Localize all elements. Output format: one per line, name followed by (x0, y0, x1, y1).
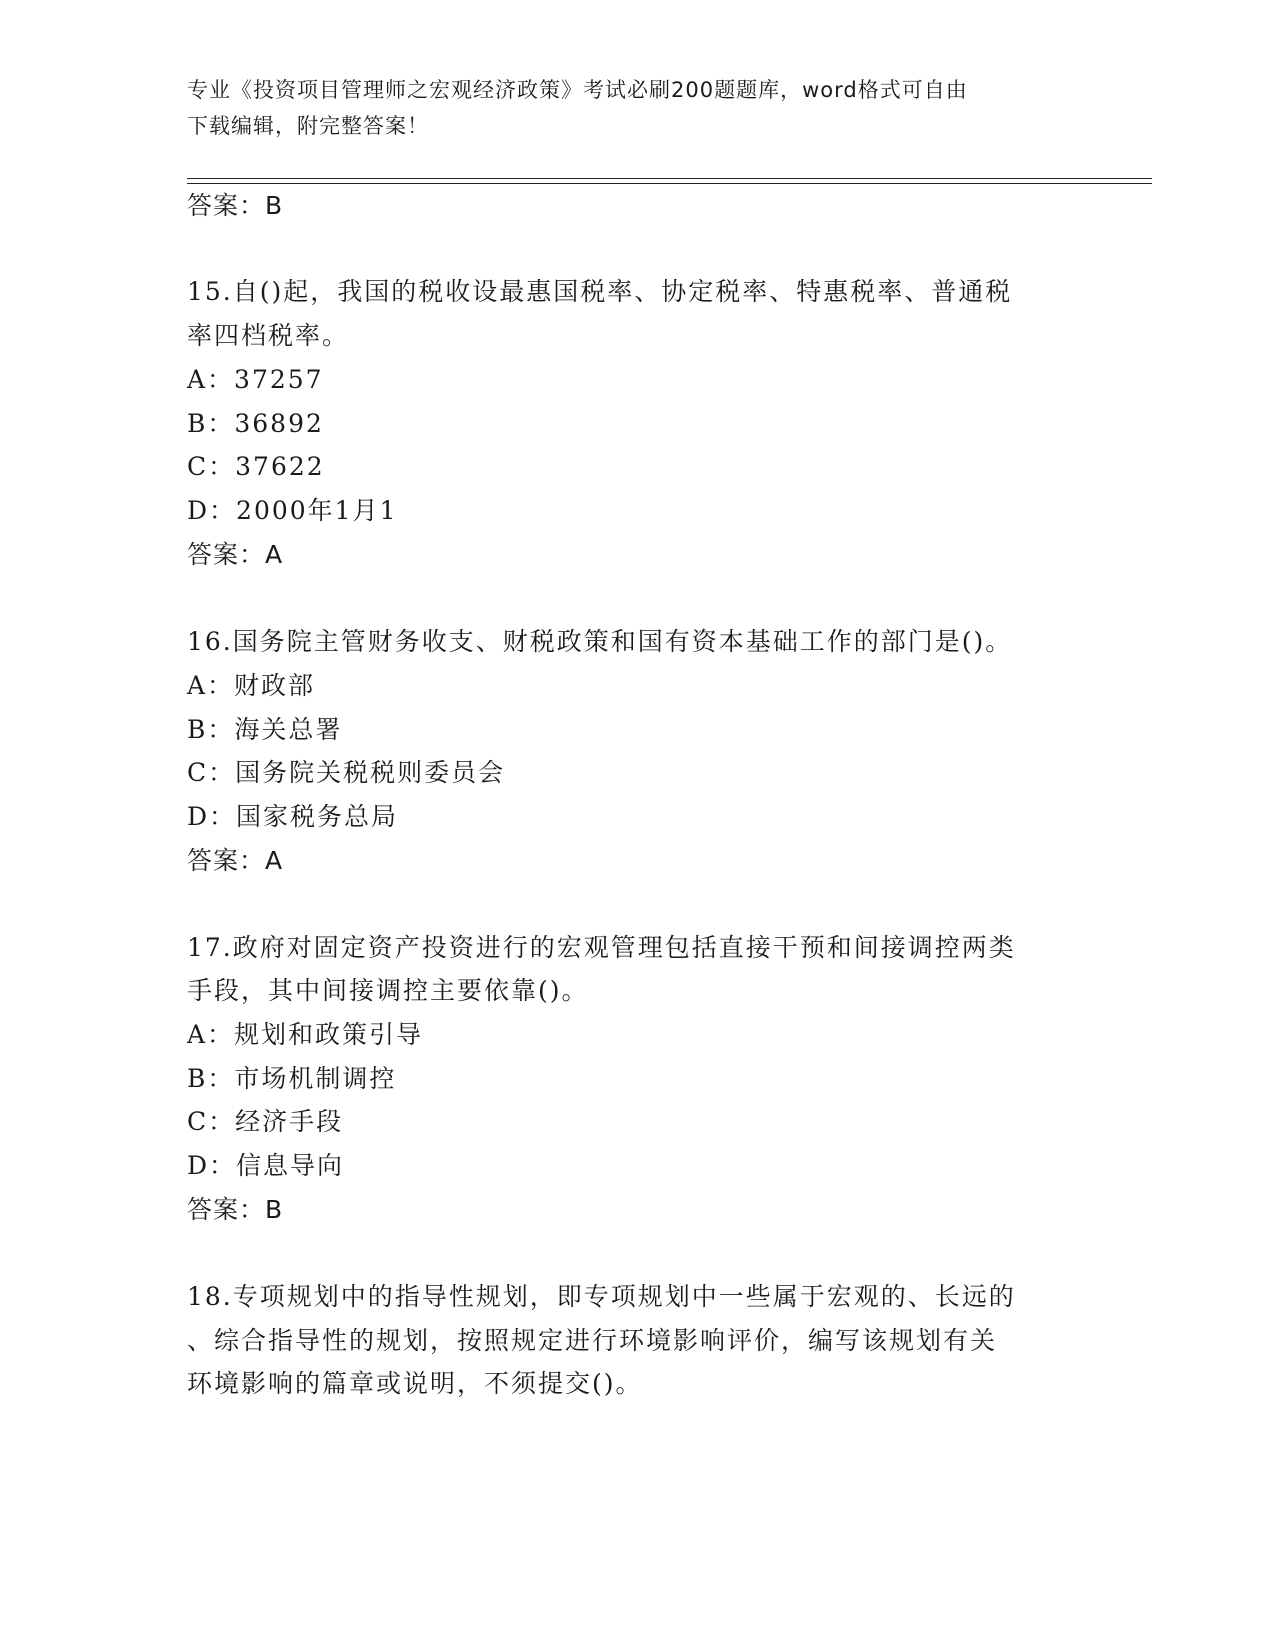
header-line-1: 专业《投资项目管理师之宏观经济政策》考试必刷200题题库，word格式可自由 (187, 78, 968, 102)
question-17-option-d: D：信息导向 (187, 1151, 345, 1180)
question-15-option-a: A：37257 (187, 365, 324, 394)
question-15-answer: 答案：A (187, 540, 284, 569)
question-18-stem-line-2: 、综合指导性的规划，按照规定进行环境影响评价，编写该规划有关 (187, 1326, 998, 1355)
question-17-stem-line-1: 17.政府对固定资产投资进行的宏观管理包括直接干预和间接调控两类 (187, 933, 1016, 962)
question-15-stem-line-1: 15.自()起，我国的税收设最惠国税率、协定税率、特惠税率、普通税 (187, 277, 1013, 306)
question-15-option-b: B：36892 (187, 409, 324, 438)
header-line-2: 下载编辑，附完整答案！ (187, 114, 429, 138)
question-16-option-a: A：财政部 (187, 671, 316, 700)
question-17-answer: 答案：B (187, 1195, 284, 1224)
question-15-option-d: D：2000年1月1 (187, 496, 398, 525)
question-17-option-c: C：经济手段 (187, 1107, 344, 1136)
document-header (187, 72, 1087, 144)
question-17-stem-line-2: 手段，其中间接调控主要依靠()。 (187, 976, 589, 1005)
question-15-stem-line-2: 率四档税率。 (187, 321, 350, 350)
question-16-option-c: C：国务院关税税则委员会 (187, 758, 506, 787)
question-18-stem-line-3: 环境影响的篇章或说明，不须提交()。 (187, 1369, 643, 1398)
question-17-option-b: B：市场机制调控 (187, 1064, 397, 1093)
question-16-answer: 答案：A (187, 846, 284, 875)
question-15-option-c: C：37622 (187, 452, 325, 481)
question-16-option-d: D：国家税务总局 (187, 802, 399, 831)
header-divider (187, 178, 1152, 179)
previous-answer: 答案：B (187, 191, 284, 220)
question-16-stem-line-1: 16.国务院主管财务收支、财税政策和国有资本基础工作的部门是()。 (187, 627, 1013, 656)
question-18-stem-line-1: 18.专项规划中的指导性规划，即专项规划中一些属于宏观的、长远的 (187, 1282, 1016, 1311)
header-divider-secondary (187, 183, 1152, 184)
question-17-option-a: A：规划和政策引导 (187, 1020, 424, 1049)
question-16-option-b: B：海关总署 (187, 715, 343, 744)
